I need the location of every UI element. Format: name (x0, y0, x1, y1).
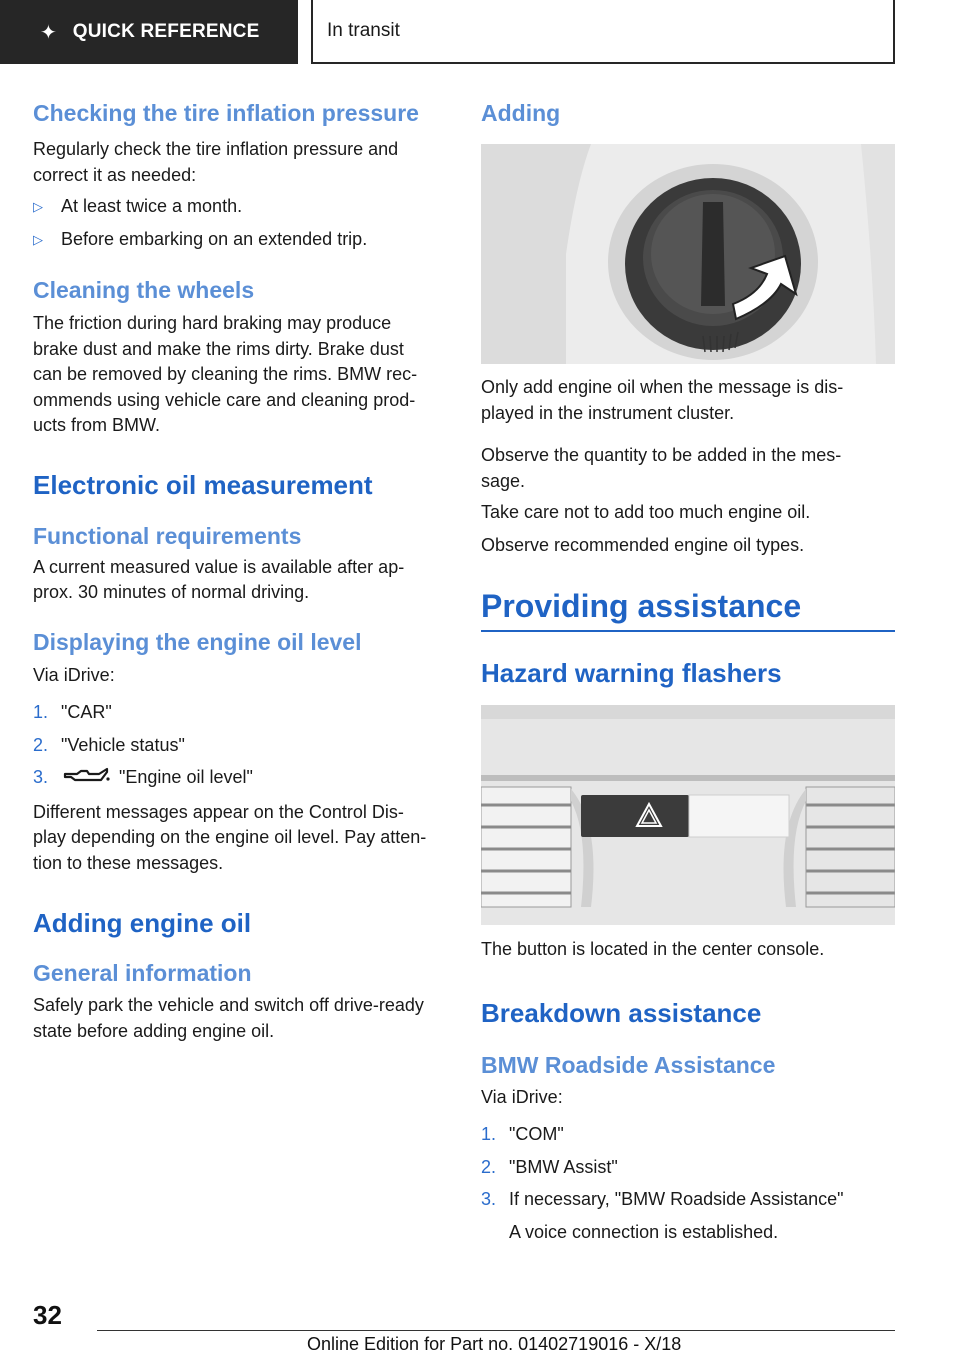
section-title: In transit (327, 20, 400, 41)
wheels-line-5: ucts from BMW. (33, 415, 161, 435)
adding-heading: Adding (481, 100, 561, 126)
heading-divider (481, 630, 895, 632)
list-item: 2. "BMW Assist" (481, 1156, 618, 1177)
list-item: 3. "Engine oil level" (33, 765, 448, 795)
tire-intro-line-1: Regularly check the tire inflation pressure and (33, 139, 399, 159)
button-located-text: The button is located in the center console. (481, 939, 825, 959)
take-care-text: Take care not to add too much engine oil. (481, 502, 811, 522)
electronic-oil-heading: Electronic oil measurement (33, 469, 373, 500)
triangle-bullet-icon: ▷ (33, 199, 43, 214)
section-title-box (311, 0, 895, 64)
hazard-warning-heading: Hazard warning flashers (481, 658, 782, 688)
list-item: 1. "CAR" (33, 702, 112, 722)
messages-line-2: play depending on the engine oil level. Pay atten- (33, 827, 427, 847)
triangle-bullet-icon: ▷ (33, 231, 43, 247)
edition-text: Online Edition for Part no. 01402719016 - X/18 (307, 1334, 682, 1354)
func-line-1: A current measured value is available after ap- (33, 556, 405, 577)
list-item: 1. "COM" (481, 1124, 564, 1144)
right-column (481, 98, 895, 1245)
quick-reference-label: QUICK REFERENCE (72, 21, 260, 42)
list-item: ▷ At least twice a month. (33, 194, 448, 220)
messages-line-3: tion to these messages. (33, 852, 224, 873)
messages-line-1: Different messages appear on the Control Dis- (33, 801, 404, 822)
oil-can-icon (61, 765, 119, 795)
quick-reference-tab[interactable] (0, 0, 298, 64)
only-add-line-2: played in the instrument cluster. (481, 402, 735, 423)
general-line-1: Safely park the vehicle and switch off drive-ready (33, 995, 424, 1015)
general-line-2: state before adding engine oil. (33, 1020, 275, 1041)
page-number: 32 (33, 1300, 62, 1330)
wheels-line-1: The friction during hard braking may produce (33, 313, 392, 333)
observe-line-2: sage. (481, 470, 526, 491)
voice-connection-text: A voice connection is established. (509, 1221, 779, 1242)
wheels-line-2: brake dust and make the rims dirty. Brake dust (33, 338, 404, 359)
adding-engine-oil-heading: Adding engine oil (33, 908, 252, 938)
observe-line-1: Observe the quantity to be added in the mes- (481, 445, 842, 465)
list-item: 2. "Vehicle status" (33, 734, 185, 755)
functional-requirements-heading: Functional requirements (33, 522, 302, 549)
footer-divider (97, 1330, 895, 1331)
general-information-heading: General information (33, 960, 252, 986)
observe-types-text: Observe recommended engine oil types. (481, 534, 805, 555)
wheels-line-4: ommends using vehicle care and cleaning prod- (33, 389, 416, 410)
cleaning-wheels-heading: Cleaning the wheels (33, 277, 255, 303)
sparkle-icon: ✦ (40, 21, 57, 44)
breakdown-assistance-heading: Breakdown assistance (481, 997, 762, 1028)
oil-filler-cap-image (481, 144, 895, 364)
tire-pressure-heading: Checking the tire inflation pressure (33, 100, 419, 126)
roadside-assistance-heading: BMW Roadside Assistance (481, 1051, 776, 1078)
hazard-button-image (481, 705, 895, 925)
list-item: 3. If necessary, "BMW Roadside Assistance" (481, 1189, 844, 1209)
display-oil-level-heading: Displaying the engine oil level (33, 628, 362, 655)
via-idrive-label-right: Via iDrive: (481, 1086, 563, 1107)
providing-assistance-heading: Providing assistance (481, 588, 802, 624)
left-column (33, 98, 448, 1044)
via-idrive-label: Via iDrive: (33, 664, 115, 685)
tire-intro-line-2: correct it as needed: (33, 164, 197, 185)
list-item: ▷ Before embarking on an extended trip. (33, 227, 448, 253)
wheels-line-3: can be removed by cleaning the rims. BMW rec- (33, 364, 418, 384)
func-line-2: prox. 30 minutes of normal driving. (33, 582, 310, 602)
only-add-line-1: Only add engine oil when the message is dis- (481, 377, 844, 397)
